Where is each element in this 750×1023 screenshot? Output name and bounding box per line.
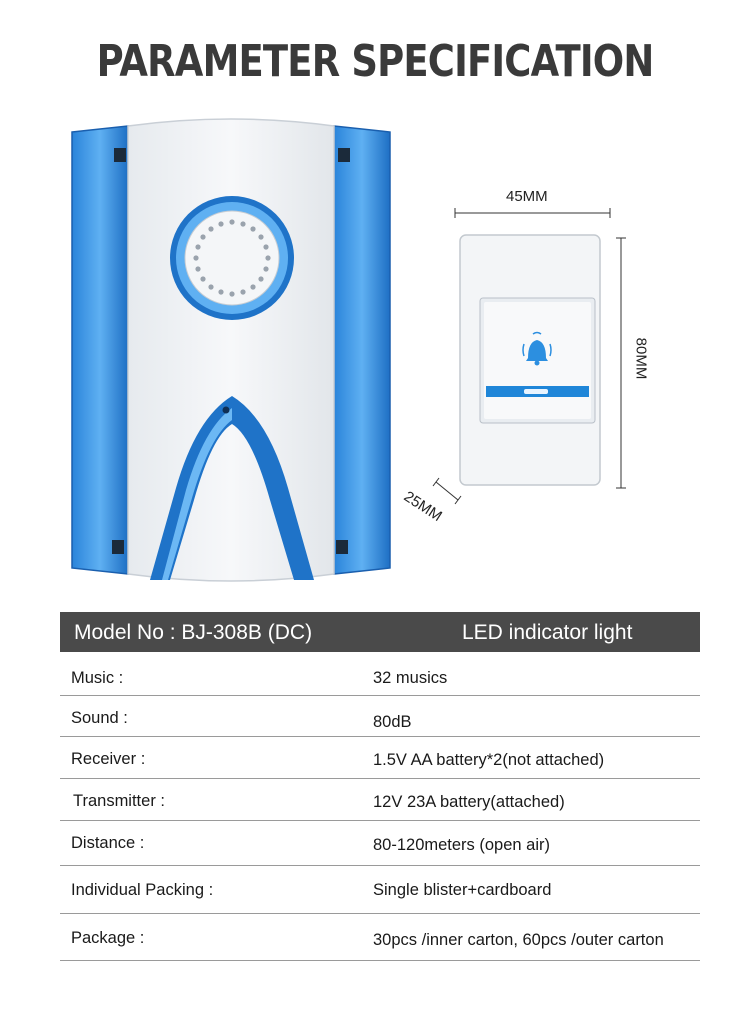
spec-table [60, 652, 700, 961]
spec-label: Individual Packing : [71, 881, 214, 899]
spec-label: Music : [71, 669, 124, 687]
spec-row-distance [60, 821, 700, 866]
spec-label: Distance : [71, 834, 145, 852]
width-dimension-label: 45MM [506, 188, 548, 205]
spec-value: 30pcs /inner carton, 60pcs /outer carton [373, 931, 664, 949]
page-title: PARAMETER SPECIFICATION [96, 36, 654, 87]
height-dimension-label: 80MM [632, 337, 650, 380]
led-indicator-label: LED indicator light [462, 621, 633, 644]
spec-row-individual-packing [60, 866, 700, 914]
doorbell-receiver-image [66, 118, 396, 588]
doorbell-transmitter-image [400, 180, 660, 540]
spec-row-receiver [60, 737, 700, 779]
spec-value: 80-120meters (open air) [373, 836, 551, 854]
spec-label: Sound : [71, 709, 128, 727]
spec-value: 1.5V AA battery*2(not attached) [373, 751, 605, 769]
spec-value: 12V 23A battery(attached) [373, 793, 565, 811]
spec-label: Receiver : [71, 750, 146, 768]
spec-value: 32 musics [373, 669, 448, 687]
spec-value: Single blister+cardboard [373, 881, 552, 899]
model-number-label: Model No : BJ-308B (DC) [74, 621, 313, 644]
spec-row-sound [60, 696, 700, 737]
spec-row-package [60, 914, 700, 961]
depth-dimension-label: 25MM [400, 488, 445, 525]
spec-value: 80dB [373, 713, 412, 731]
spec-label: Transmitter : [73, 792, 165, 810]
spec-table-header [60, 612, 700, 652]
spec-row-transmitter [60, 779, 700, 821]
spec-row-music [60, 652, 700, 696]
spec-label: Package : [71, 929, 145, 947]
